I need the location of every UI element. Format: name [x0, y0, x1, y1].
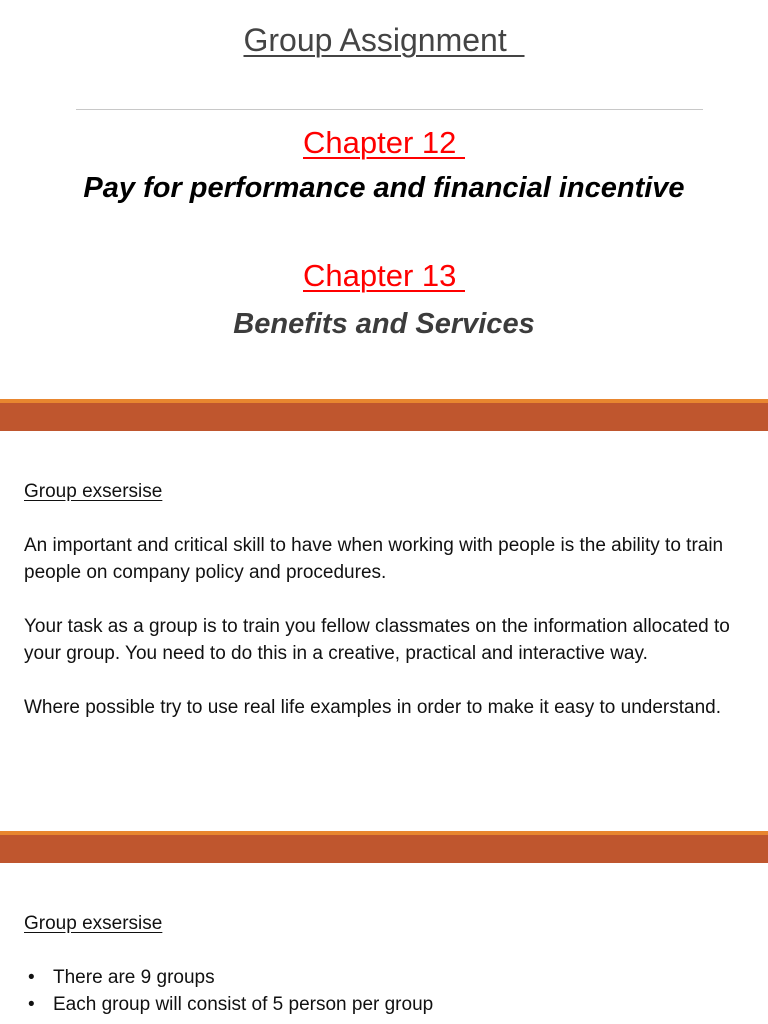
- chapter-13-subtitle: Benefits and Services: [233, 308, 535, 340]
- paragraph: An important and critical skill to have when working with people is the ability to train people on company policy and procedures.: [24, 535, 724, 583]
- group-exercise-slide: [24, 478, 744, 748]
- list-item: • Each group will consist of 5 person per group: [24, 991, 744, 1018]
- paragraph: Where possible try to use real life examples in order to make it easy to understand.: [24, 697, 722, 718]
- list-item: • There are 9 groups: [24, 964, 744, 991]
- chapter-12-subtitle: Pay for performance and financial incentive: [83, 172, 685, 204]
- slide-divider-bar: [0, 831, 768, 863]
- group-details-slide: [24, 910, 744, 1018]
- section-heading: Group exsersise: [24, 481, 163, 502]
- chapter-13-label: Chapter 13: [303, 258, 465, 293]
- title-slide: [0, 0, 768, 398]
- page-title: Group Assignment: [243, 22, 525, 58]
- section-heading: Group exsersise: [24, 913, 163, 934]
- slide-divider-bar: [0, 399, 768, 431]
- chapter-12-label: Chapter 12: [303, 125, 465, 160]
- bullet-list: [24, 964, 744, 1018]
- title-divider-line: [76, 109, 703, 110]
- paragraph: Your task as a group is to train you fellow classmates on the information allocated to your group. You need to do this in a creative, practical and interactive way.: [24, 616, 730, 664]
